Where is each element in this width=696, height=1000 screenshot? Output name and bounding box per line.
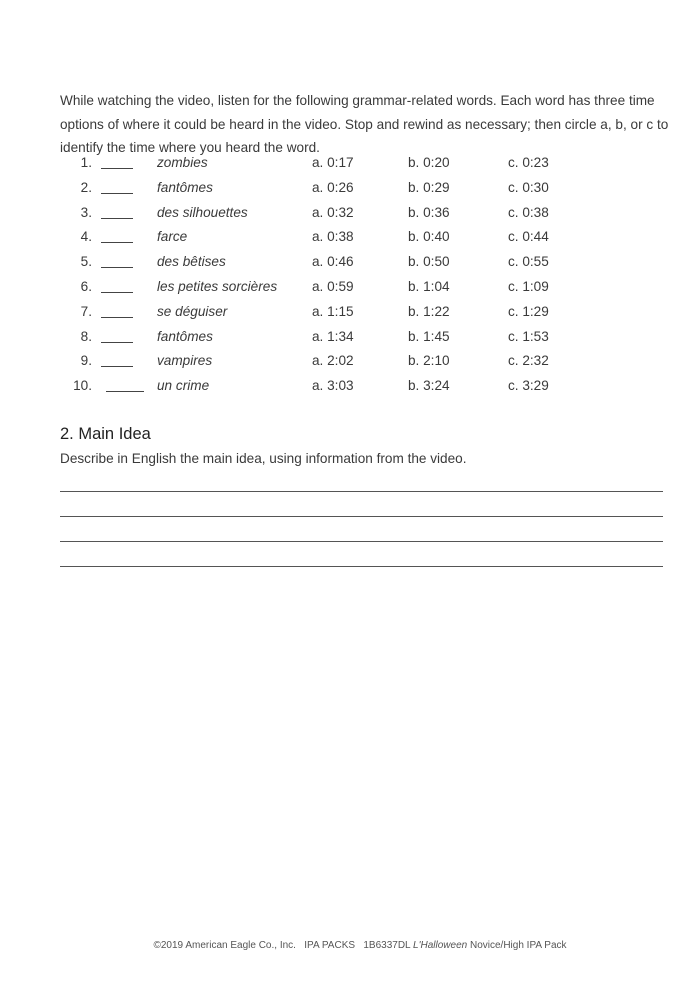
item-number: 8. [80,328,92,344]
option-b[interactable]: b. 0:36 [408,204,450,220]
item-number: 3. [80,204,92,220]
option-a[interactable]: a. 0:32 [312,204,354,220]
answer-blank[interactable] [106,374,144,392]
option-a[interactable]: a. 0:17 [312,155,354,170]
item-number: 1. [80,155,92,170]
item-word: zombies [157,155,208,170]
footer-copyright: ©2019 American Eagle Co., Inc. IPA PACKS 1B6337DL [153,940,414,951]
option-c[interactable]: c. 0:30 [508,179,549,195]
section-description: Describe in English the main idea, using information from the video. [60,451,467,466]
instructions: While watching the video, listen for the following grammar-related words. Each word has three time options of where it could be heard in the video. Stop and rewind as necessary; then circle a, b, or c to identify the time where you heard the word. [60,93,669,155]
item-number: 10. [73,378,92,394]
option-b[interactable]: b. 3:24 [408,378,450,394]
option-c[interactable]: c. 1:09 [508,279,549,294]
list-item [0,151,696,175]
option-a[interactable]: a. 3:03 [312,378,354,394]
option-c[interactable]: c. 1:53 [508,328,549,344]
answer-blank[interactable] [101,201,133,219]
option-a[interactable]: a. 0:38 [312,229,354,245]
option-b[interactable]: b. 0:29 [408,179,450,195]
option-c[interactable]: c. 0:23 [508,155,549,170]
item-number: 4. [80,229,92,245]
item-number: 7. [80,303,92,319]
answer-blank[interactable] [101,176,133,194]
answer-blank[interactable] [101,300,133,318]
item-word: un crime [157,378,210,394]
option-c[interactable]: c. 0:44 [508,229,549,245]
answer-blank[interactable] [101,250,133,268]
footer [0,940,696,951]
option-a[interactable]: a. 2:02 [312,353,354,369]
item-word: farce [157,229,188,245]
option-c[interactable]: c. 3:29 [508,378,549,394]
answer-line[interactable] [60,541,663,542]
item-word: fantômes [157,328,213,344]
item-word: des bêtises [157,254,226,270]
option-b[interactable]: b. 0:40 [408,229,450,245]
item-word: se déguiser [157,303,228,319]
item-number: 2. [80,179,92,195]
item-number: 5. [80,254,92,270]
option-a[interactable]: a. 1:34 [312,328,354,344]
item-word: fantômes [157,179,213,195]
list-item [0,176,696,200]
option-b[interactable]: b. 2:10 [408,353,450,369]
option-b[interactable]: b. 0:20 [408,155,450,170]
option-b[interactable]: b. 1:45 [408,328,450,344]
item-word: les petites sorcières [157,279,278,294]
list-item [0,325,696,349]
list-item [0,225,696,249]
item-word: vampires [157,353,213,369]
option-a[interactable]: a. 0:26 [312,179,354,195]
answer-blank[interactable] [101,151,133,169]
option-c[interactable]: c. 0:38 [508,204,549,220]
option-a[interactable]: a. 1:15 [312,303,354,319]
answer-line[interactable] [60,516,663,517]
list-item [0,250,696,274]
section-heading: 2. Main Idea [60,425,151,443]
answer-blank[interactable] [101,349,133,367]
answer-blank[interactable] [101,225,133,243]
option-b[interactable]: b. 1:04 [408,279,450,294]
option-c[interactable]: c. 0:55 [508,254,549,270]
footer-suffix: Novice/High IPA Pack [467,940,567,951]
list-item [0,349,696,373]
list-item [0,300,696,324]
option-c[interactable]: c. 2:32 [508,353,549,369]
answer-line[interactable] [60,491,663,492]
item-word: des silhouettes [157,204,248,220]
list-item [0,374,696,398]
answer-blank[interactable] [101,325,133,343]
option-a[interactable]: a. 0:46 [312,254,354,270]
answer-blank[interactable] [101,275,133,293]
option-c[interactable]: c. 1:29 [508,303,549,319]
option-b[interactable]: b. 1:22 [408,303,450,319]
answer-line[interactable] [60,566,663,567]
list-item [0,201,696,225]
item-number: 6. [80,279,92,294]
item-number: 9. [80,353,92,369]
option-b[interactable]: b. 0:50 [408,254,450,270]
footer-title: L'Halloween [413,940,468,951]
list-item [0,275,696,299]
option-a[interactable]: a. 0:59 [312,279,354,294]
